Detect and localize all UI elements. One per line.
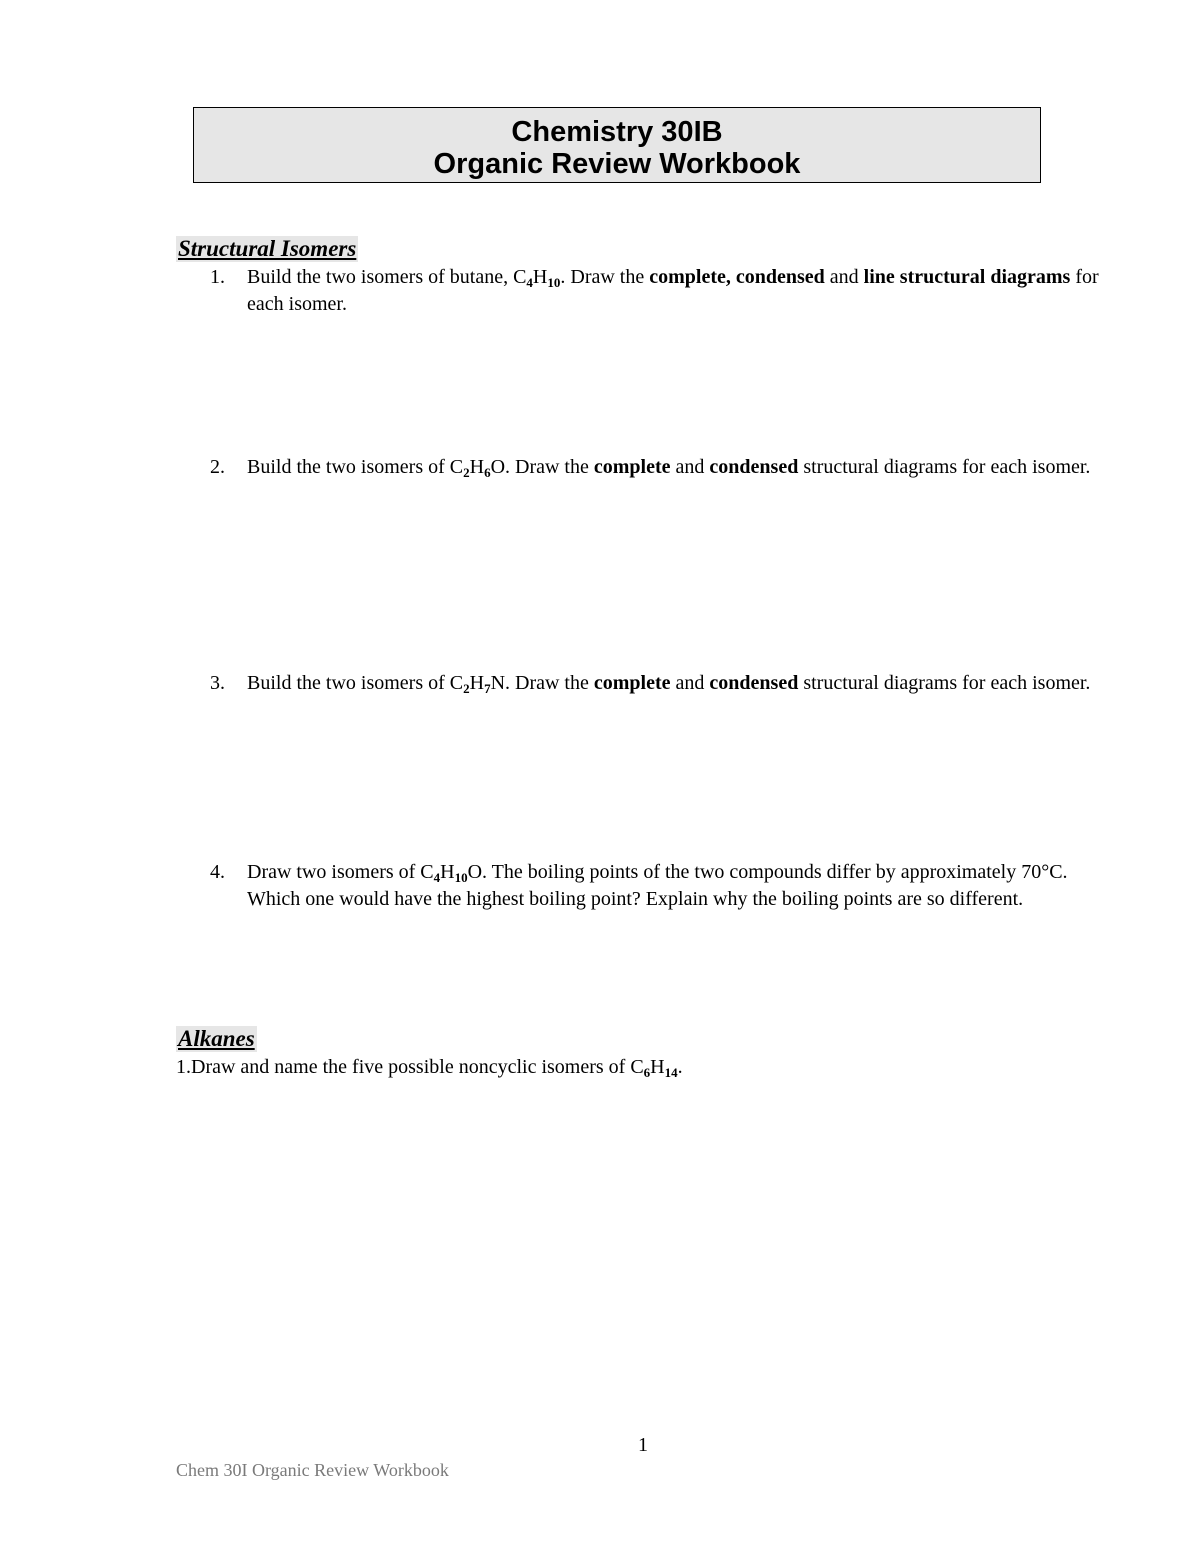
- alkanes-heading: Alkanes: [178, 1026, 255, 1051]
- title-line-2: Organic Review Workbook: [433, 148, 801, 180]
- question-number: 2.: [210, 456, 225, 478]
- question-4: 4. Draw two isomers of $C_4H_{10}O$. The boiling points of the two compounds differ by approximately 70°C. Which one would have the highest boiling point? Explain why the boiling points are so different.: [210, 861, 1068, 910]
- question-number: 4.: [210, 861, 225, 883]
- title-box: [193, 107, 1041, 183]
- question-number: 1.: [210, 266, 225, 288]
- question-3: 3. Build the two isomers of $C_2H_7N$. Draw the complete and condensed structural diagrams for each isomer.: [210, 672, 1091, 696]
- question-2: 2. Build the two isomers of $C_2H_6O$. Draw the complete and condensed structural diagrams for each isomer.: [210, 456, 1091, 480]
- question-number: 3.: [210, 672, 225, 694]
- title-line-1: Chemistry 30IB: [511, 116, 723, 148]
- question-1: 1. Build the two isomers of butane, $C_4H_{10}$. Draw the complete, condensed and line structural diagrams for each isomer.: [210, 266, 1099, 315]
- structural-isomers-heading: Structural Isomers: [178, 236, 357, 261]
- footer-text: Chem 30I Organic Review Workbook: [176, 1460, 449, 1480]
- page-number: 1: [638, 1434, 648, 1456]
- alkanes-question-1: 1.Draw and name the five possible noncyclic isomers of $C_6H_{14}$.: [176, 1056, 683, 1080]
